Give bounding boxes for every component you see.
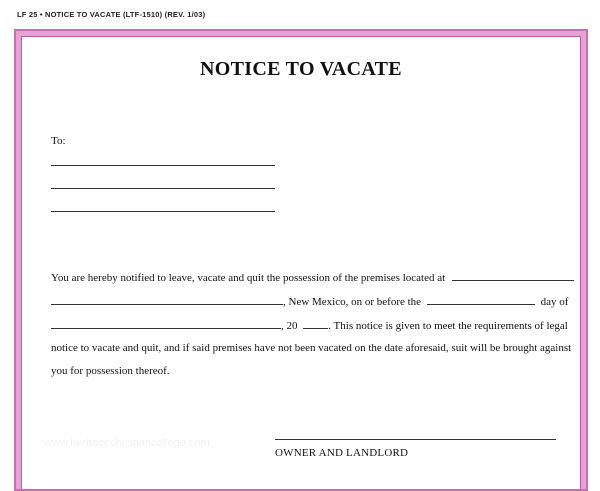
recipient-line-1[interactable] [51,165,275,166]
body-line-1 [51,271,574,285]
recipient-line-3[interactable] [51,211,275,212]
signature-label: OWNER AND LANDLORD [275,447,409,459]
vacate-month-field[interactable] [51,319,281,329]
vacate-year-field[interactable] [303,319,328,329]
vacate-day-field[interactable] [427,295,535,305]
body-text: , New Mexico, on or before the [283,296,422,308]
body-text: day of [540,296,569,308]
body-text: You are hereby notified to leave, vacate and quit the possession of the premises located at [51,272,446,284]
document-title: NOTICE TO VACATE [200,58,402,80]
body-line-3 [51,319,568,333]
body-line-2 [51,295,568,309]
body-line-5: you for possession thereof. [51,365,170,377]
to-label: To: [51,135,66,147]
form-border [14,29,588,491]
signature-line[interactable] [275,439,556,440]
form-code: LF 25 • NOTICE TO VACATE (LTF-1510) (REV. 1/03) [17,10,206,19]
body-text: , 20 [281,320,298,332]
premises-address-field[interactable] [452,271,574,281]
body-line-4: notice to vacate and quit, and if said premises have not been vacated on the date aforesaid, suit will be brought against [51,342,572,354]
form-page [21,36,581,489]
premises-city-field[interactable] [51,295,283,305]
body-text: . This notice is given to meet the requirements of legal [328,320,568,332]
recipient-line-2[interactable] [51,188,275,189]
watermark: www.heritagechristiancollege.com [44,437,210,449]
